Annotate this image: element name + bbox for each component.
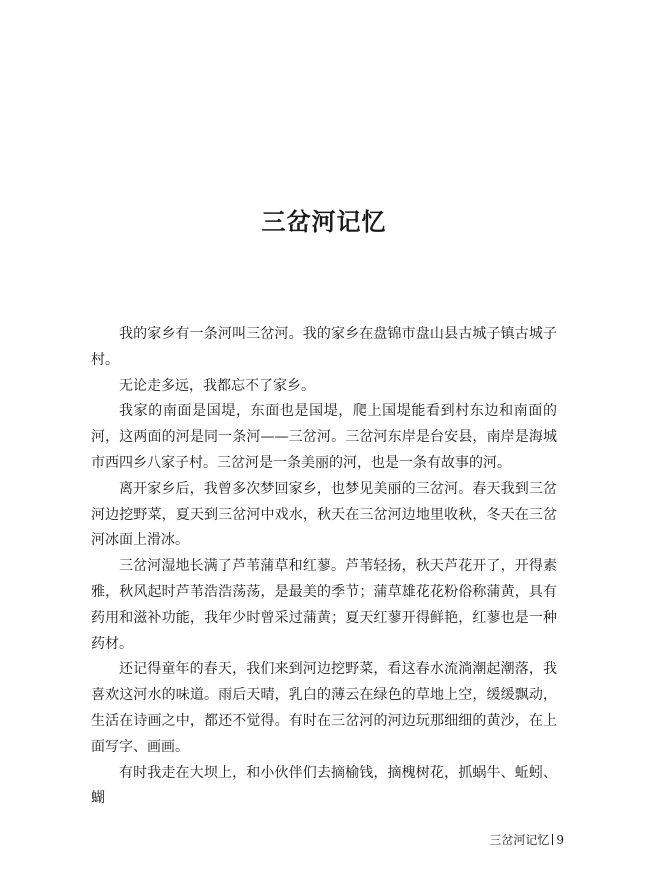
paragraph: 离开家乡后，我曾多次梦回家乡，也梦见美丽的三岔河。春天我到三岔河边挖野菜，夏天到三岔河中戏水，秋天在三岔河边地里收秋，冬天在三岔河冰面上滑冰。: [91, 480, 557, 549]
paragraph: 我的家乡有一条河叫三岔河。我的家乡在盘锦市盘山县古城子镇古城子村。: [91, 326, 557, 368]
chapter-body: [91, 322, 557, 812]
paragraph: 还记得童年的春天，我们来到河边挖野菜，看这春水流淌潮起潮落，我喜欢这河水的味道。雨后天晴，乳白的薄云在绿色的草地上空，缓缓飘动，生活在诗画之中，都还不觉得。有时在三岔河的河边玩那细细的黄沙，在上面写字、画画。: [91, 661, 557, 755]
page-number: 9: [556, 833, 564, 847]
paragraph: 三岔河湿地长满了芦苇蒲草和红蓼。芦苇轻扬，秋天芦花开了，开得素雅，秋风起时芦苇浩浩荡荡，是最美的季节；蒲草雄花花粉俗称蒲黄，具有药用和滋补功能，我年少时曾采过蒲黄；夏天红蓼开得鲜艳，红蓼也是一种药材。: [91, 558, 557, 652]
footer-divider: [552, 834, 553, 845]
paragraph: 无论走多远，我都忘不了家乡。: [119, 377, 315, 394]
paragraph: 我家的南面是国堤，东面也是国堤，爬上国堤能看到村东边和南面的河，这两面的河是同一条河——三岔河。三岔河东岸是台安县，南岸是海城市西四乡八家子村。三岔河是一条美丽的河，也是一条有故事的河。: [91, 403, 557, 471]
paragraph: 有时我走在大坝上，和小伙伴们去摘榆钱，摘槐树花，抓蜗牛、蚯蚓、蝴: [91, 764, 557, 807]
chapter-title: 三岔河记忆: [261, 207, 387, 236]
running-title: 三岔河记忆: [489, 833, 550, 847]
page-footer: [489, 832, 564, 848]
